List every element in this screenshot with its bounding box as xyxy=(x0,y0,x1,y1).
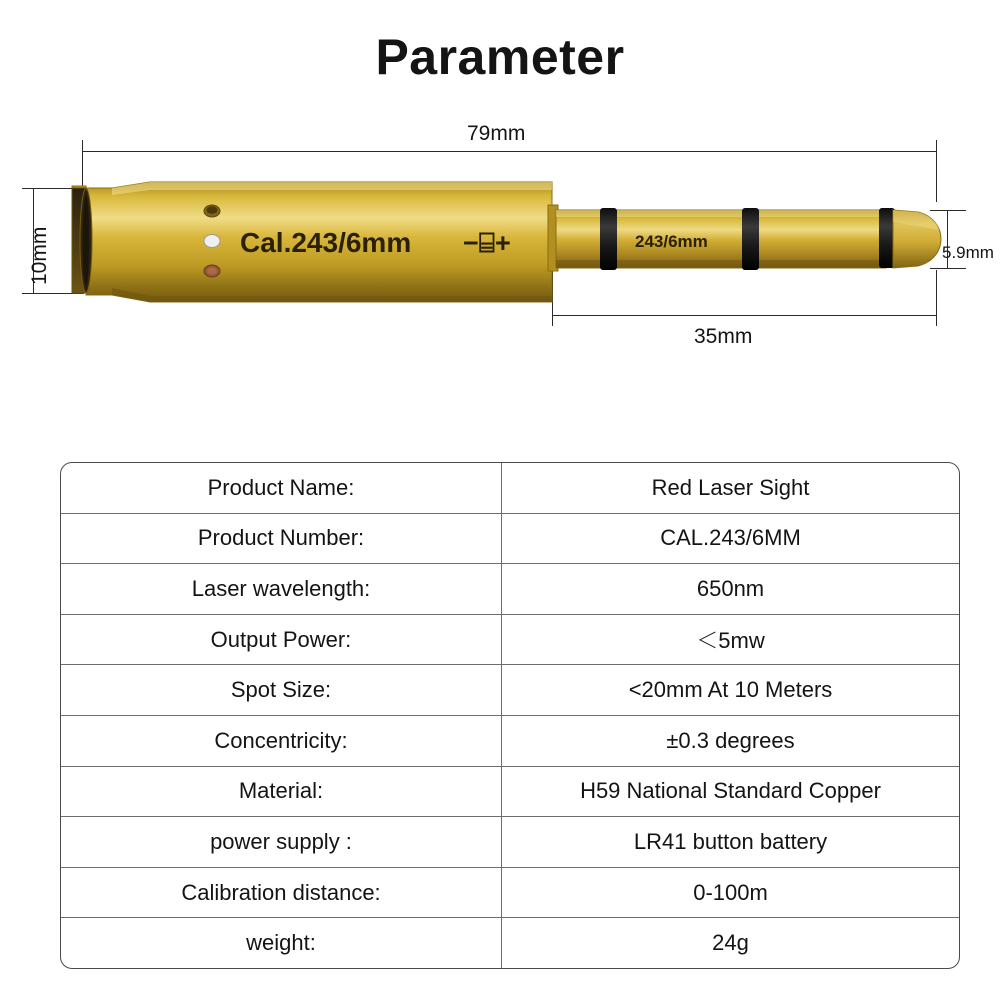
table-row xyxy=(61,767,959,818)
spec-value: LR41 button battery xyxy=(633,828,828,854)
table-row xyxy=(61,615,959,666)
table-row xyxy=(61,665,959,716)
spec-key: power supply : xyxy=(61,817,502,867)
oring-2 xyxy=(742,208,759,270)
spec-key: Concentricity: xyxy=(61,716,502,766)
spec-key: weight: xyxy=(61,918,502,968)
table-row xyxy=(61,564,959,615)
oring-1 xyxy=(600,208,617,270)
spec-value: 650nm xyxy=(696,575,765,601)
table-row xyxy=(61,716,959,767)
dim-shaft-diameter-label: 5.9mm xyxy=(942,243,994,262)
engraving-secondary: 243/6mm xyxy=(635,232,708,251)
spec-key: Laser wavelength: xyxy=(61,564,502,614)
table-row xyxy=(61,868,959,919)
spec-key: Product Number: xyxy=(61,514,502,564)
product-dimension-diagram xyxy=(0,110,1000,430)
spec-value: 24g xyxy=(712,930,749,956)
laser-sight-illustration xyxy=(0,110,1000,430)
dim-total-length-label: 79mm xyxy=(467,122,526,145)
table-row xyxy=(61,918,959,968)
spec-value: CAL.243/6MM xyxy=(660,525,801,551)
spec-value: H59 National Standard Copper xyxy=(580,778,881,804)
table-row xyxy=(61,817,959,868)
engraving-adjust-marks: −⌸+ xyxy=(463,228,511,258)
page-title: Parameter xyxy=(375,29,625,85)
table-row xyxy=(61,514,959,565)
spec-key: Material: xyxy=(61,767,502,817)
spec-key: Calibration distance: xyxy=(61,868,502,918)
spec-value: ±0.3 degrees xyxy=(666,727,795,753)
spec-key: Spot Size: xyxy=(61,665,502,715)
engraving-main: Cal.243/6mm xyxy=(240,227,412,258)
spec-value: <20mm At 10 Meters xyxy=(628,677,833,703)
dim-body-diameter-label: 10mm xyxy=(28,226,51,285)
spec-value: Red Laser Sight xyxy=(651,474,810,500)
spec-key: Output Power: xyxy=(61,615,502,665)
spec-key: Product Name: xyxy=(61,463,502,513)
spec-value: 0-100m xyxy=(693,879,768,905)
dim-shaft-length-label: 35mm xyxy=(694,325,753,348)
spec-value: ＜5mw xyxy=(696,628,765,654)
table-row xyxy=(61,463,959,514)
specification-table xyxy=(60,462,960,969)
